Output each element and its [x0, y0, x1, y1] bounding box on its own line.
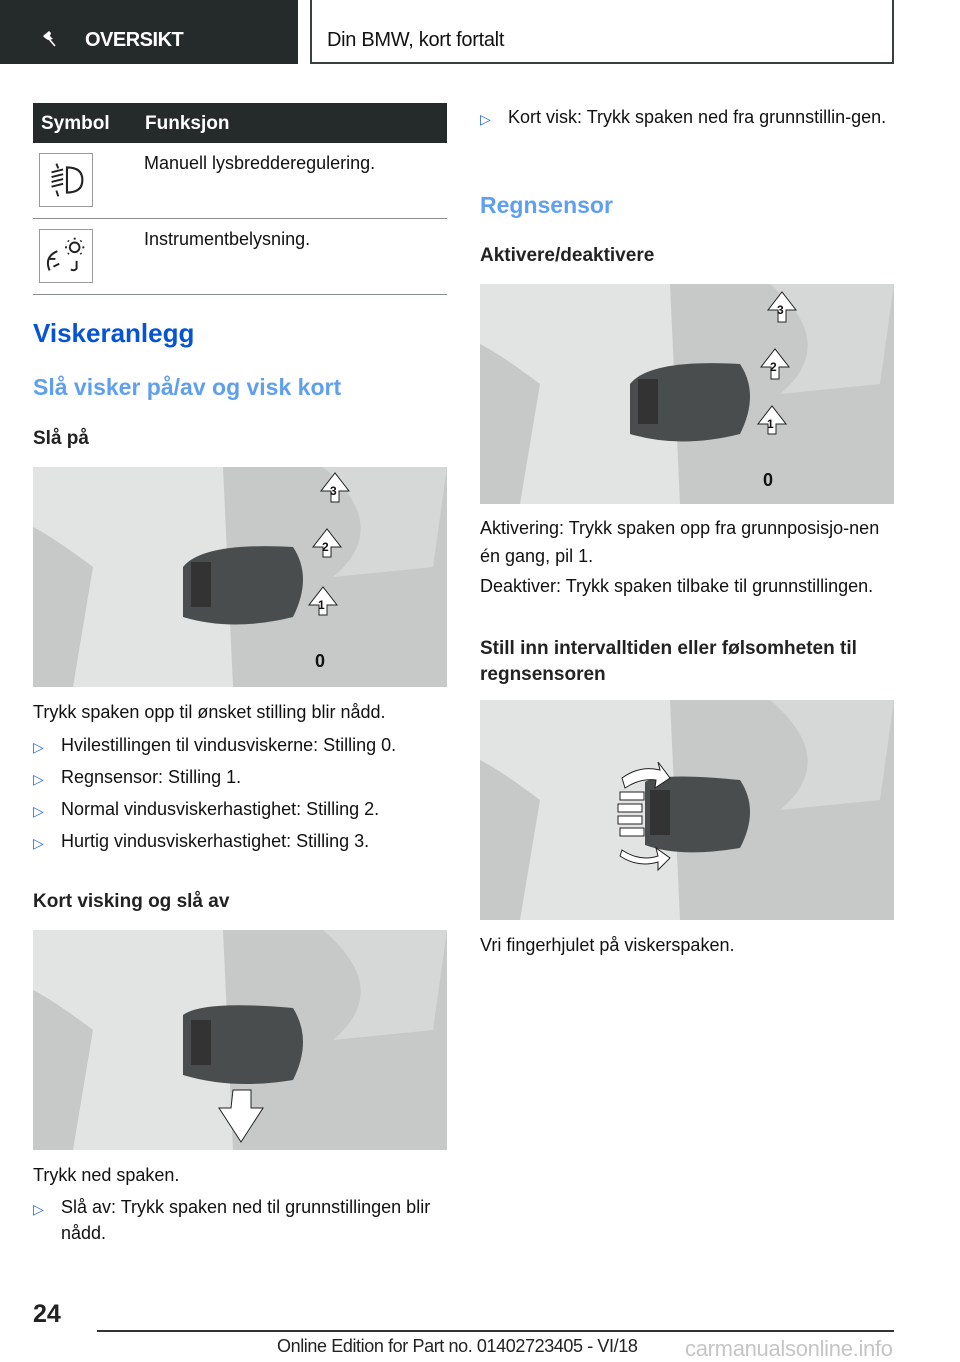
bullet-triangle-icon: ▷: [33, 1201, 44, 1217]
thumbwheel-text: Vri fingerhjulet på viskerspaken.: [480, 935, 735, 955]
list-item: ▷ Hvilestillingen til vindusviskerne: Stilling 0.: [33, 732, 447, 758]
pushpin-icon: [40, 29, 60, 49]
instrument-lighting-icon: [39, 229, 93, 283]
footer-divider: [97, 1330, 894, 1332]
list-item: ▷ Hurtig vindusviskerhastighet: Stilling 3.: [33, 828, 447, 854]
svg-text:3: 3: [777, 303, 784, 317]
block-heading-interval: Still inn intervalltiden eller følsomheten til regnsensoren: [480, 638, 857, 685]
svg-text:0: 0: [763, 470, 774, 490]
short-wipe-intro: Trykk ned spaken.: [33, 1165, 180, 1185]
position-label-0: 0: [315, 651, 326, 671]
bullet-triangle-icon: ▷: [33, 803, 44, 819]
list-item: ▷ Normal vindusviskerhastighet: Stilling 2.: [33, 796, 447, 822]
subsection-heading: Slå visker på/av og visk kort: [33, 374, 342, 400]
table-header: [33, 103, 447, 143]
page-number: 24: [33, 1300, 61, 1328]
chapter-title: Din BMW, kort fortalt: [327, 29, 505, 51]
bullet-triangle-icon: ▷: [33, 771, 44, 787]
position-label-3: 3: [330, 484, 337, 498]
headlight-range-control-icon: [39, 153, 93, 207]
table-row: [33, 219, 447, 295]
column-header-function: Funksjon: [145, 113, 230, 134]
list-item: ▷ Slå av: Trykk spaken ned til grunnstillingen blir nådd.: [33, 1197, 431, 1243]
edition-text: Online Edition for Part no. 01402723405 - VI/18: [277, 1336, 638, 1356]
svg-text:2: 2: [770, 360, 777, 374]
watermark: carmanualsonline.info: [685, 1336, 893, 1361]
position-label-2: 2: [322, 540, 329, 554]
bullet-triangle-icon: ▷: [33, 835, 44, 851]
position-label-1: 1: [318, 598, 325, 612]
wiper-lever-up-figure: [33, 467, 447, 687]
function-text: Instrumentbelysning.: [144, 229, 311, 249]
activation-text: Aktivering: Trykk spaken opp fra grunnposisjo-nen én gang, pil 1.: [480, 518, 880, 566]
section-heading-wiper: Viskeranlegg: [33, 318, 195, 348]
section-tab-label: OVERSIKT: [85, 29, 184, 51]
symbol-table: [33, 103, 447, 295]
column-header-symbol: Symbol: [41, 113, 110, 134]
svg-text:1: 1: [767, 417, 774, 431]
bullet-triangle-icon: ▷: [480, 111, 491, 127]
switch-on-intro: Trykk spaken opp til ønsket stilling blir nådd.: [33, 702, 386, 722]
function-text: Manuell lysbredderegulering.: [144, 153, 376, 173]
table-row: [33, 143, 447, 219]
chapter-title-box: [310, 0, 894, 64]
thumbwheel-figure: [480, 700, 894, 920]
section-heading-rain-sensor: Regnsensor: [480, 192, 613, 218]
list-item: ▷ Kort visk: Trykk spaken ned fra grunnstillin-gen.: [480, 104, 894, 130]
section-tab[interactable]: [0, 0, 298, 64]
list-item: ▷ Regnsensor: Stilling 1.: [33, 764, 447, 790]
deactivation-text: Deaktiver: Trykk spaken tilbake til grunnstillingen.: [480, 576, 874, 596]
bullet-triangle-icon: ▷: [33, 739, 44, 755]
block-heading-switch-on: Slå på: [33, 428, 89, 449]
block-heading-activate: Aktivere/deaktivere: [480, 245, 655, 266]
block-heading-short-wipe: Kort visking og slå av: [33, 891, 230, 912]
rain-sensor-lever-figure: [480, 284, 894, 504]
wiper-lever-down-figure: [33, 930, 447, 1150]
